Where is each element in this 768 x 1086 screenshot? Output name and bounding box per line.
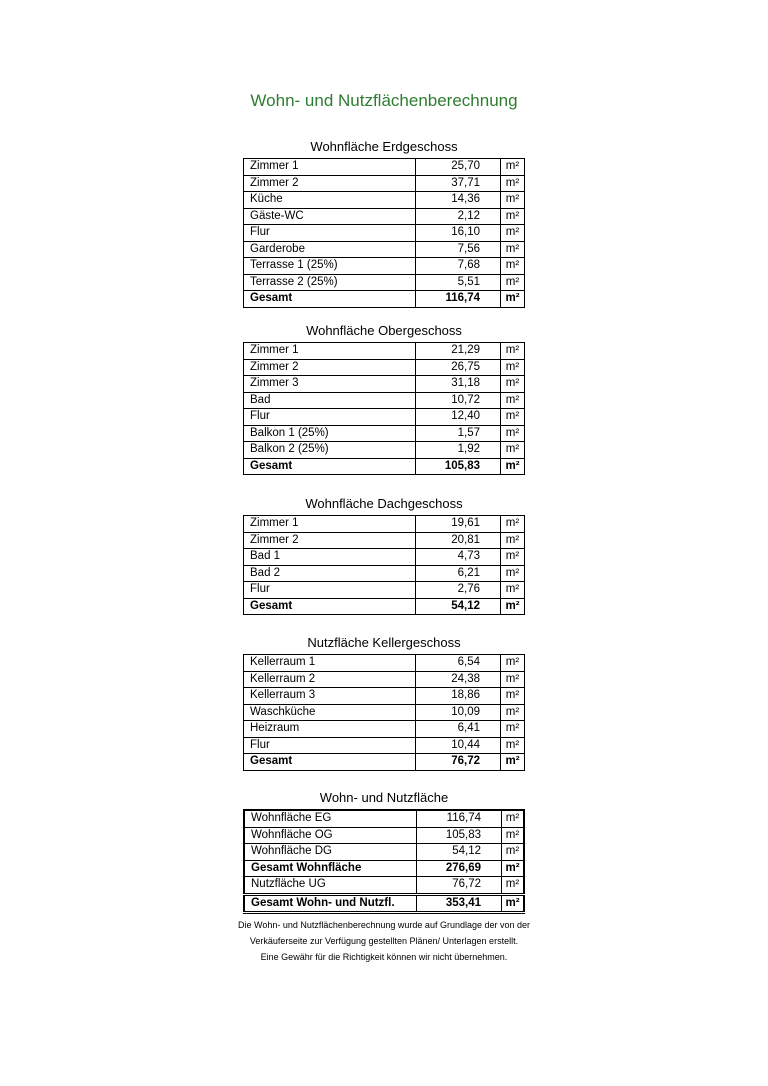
- unit-cell: m²: [501, 425, 525, 442]
- unit-cell: m²: [502, 877, 525, 895]
- table-row: [244, 827, 524, 844]
- room-name-cell: Wohnfläche OG: [244, 827, 417, 844]
- total-row: [244, 860, 524, 877]
- table-row: [244, 208, 525, 225]
- table-row: [244, 721, 525, 738]
- summary-table: [243, 809, 525, 914]
- unit-cell: m²: [501, 458, 525, 475]
- unit-cell: m²: [502, 894, 525, 913]
- total-row: [244, 458, 525, 475]
- room-name-cell: Zimmer 3: [244, 376, 416, 393]
- room-name-cell: Gesamt Wohn- und Nutzfl.: [244, 894, 417, 913]
- room-name-cell: Zimmer 1: [244, 343, 416, 360]
- room-name-cell: Gesamt Wohnfläche: [244, 860, 417, 877]
- room-name-cell: Zimmer 2: [244, 359, 416, 376]
- unit-cell: m²: [501, 343, 525, 360]
- section-heading: Wohnfläche Obergeschoss: [306, 323, 462, 338]
- unit-cell: m²: [501, 565, 525, 582]
- table-row: [244, 258, 525, 275]
- room-name-cell: Nutzfläche UG: [244, 877, 417, 895]
- area-value-cell: 105,83: [417, 827, 502, 844]
- unit-cell: m²: [501, 582, 525, 599]
- area-value-cell: 10,09: [416, 704, 501, 721]
- room-name-cell: Garderobe: [244, 241, 416, 258]
- area-value-cell: 2,76: [416, 582, 501, 599]
- unit-cell: m²: [501, 655, 525, 672]
- table-row: [244, 392, 525, 409]
- area-table: [243, 515, 525, 615]
- area-value-cell: 276,69: [417, 860, 502, 877]
- section-kellergeschoss: [243, 634, 525, 771]
- area-value-cell: 7,56: [416, 241, 501, 258]
- area-value-cell: 7,68: [416, 258, 501, 275]
- area-value-cell: 14,36: [416, 192, 501, 209]
- section-heading: Nutzfläche Kellergeschoss: [307, 635, 461, 650]
- room-name-cell: Bad 1: [244, 549, 416, 566]
- unit-cell: m²: [501, 442, 525, 459]
- unit-cell: m²: [501, 721, 525, 738]
- area-table: [243, 342, 525, 475]
- total-row: [244, 754, 525, 771]
- unit-cell: m²: [501, 598, 525, 615]
- area-value-cell: 20,81: [416, 532, 501, 549]
- area-table: [243, 158, 525, 308]
- area-value-cell: 116,74: [417, 810, 502, 827]
- table-row: [244, 159, 525, 176]
- footnote-line: Eine Gewähr für die Richtigkeit können wir nicht übernehmen.: [260, 952, 508, 962]
- total-row: [244, 894, 524, 913]
- area-value-cell: 25,70: [416, 159, 501, 176]
- unit-cell: m²: [501, 291, 525, 308]
- room-name-cell: Flur: [244, 582, 416, 599]
- room-name-cell: Balkon 2 (25%): [244, 442, 416, 459]
- room-name-cell: Wohnfläche EG: [244, 810, 417, 827]
- area-value-cell: 6,21: [416, 565, 501, 582]
- room-name-cell: Flur: [244, 737, 416, 754]
- unit-cell: m²: [502, 827, 525, 844]
- area-value-cell: 76,72: [417, 877, 502, 895]
- unit-cell: m²: [501, 409, 525, 426]
- area-value-cell: 353,41: [417, 894, 502, 913]
- page-title: Wohn- und Nutzflächenberechnung: [250, 91, 518, 110]
- room-name-cell: Heizraum: [244, 721, 416, 738]
- room-name-cell: Gäste-WC: [244, 208, 416, 225]
- unit-cell: m²: [501, 549, 525, 566]
- unit-cell: m²: [502, 810, 525, 827]
- area-value-cell: 5,51: [416, 274, 501, 291]
- table-row: [244, 343, 525, 360]
- area-value-cell: 26,75: [416, 359, 501, 376]
- footnote-line: Die Wohn- und Nutzflächenberechnung wurde auf Grundlage der von der: [237, 920, 531, 930]
- room-name-cell: Terrasse 1 (25%): [244, 258, 416, 275]
- area-value-cell: 1,92: [416, 442, 501, 459]
- area-value-cell: 116,74: [416, 291, 501, 308]
- room-name-cell: Terrasse 2 (25%): [244, 274, 416, 291]
- area-value-cell: 19,61: [416, 516, 501, 533]
- table-row: [244, 376, 525, 393]
- area-value-cell: 24,38: [416, 671, 501, 688]
- table-row: [244, 877, 524, 895]
- room-name-cell: Bad 2: [244, 565, 416, 582]
- room-name-cell: Gesamt: [244, 754, 416, 771]
- area-value-cell: 10,44: [416, 737, 501, 754]
- room-name-cell: Gesamt: [244, 291, 416, 308]
- table-row: [244, 225, 525, 242]
- area-value-cell: 37,71: [416, 175, 501, 192]
- unit-cell: m²: [501, 192, 525, 209]
- area-value-cell: 2,12: [416, 208, 501, 225]
- unit-cell: m²: [501, 159, 525, 176]
- area-value-cell: 76,72: [416, 754, 501, 771]
- table-row: [244, 442, 525, 459]
- unit-cell: m²: [501, 274, 525, 291]
- section-heading: Wohn- und Nutzfläche: [319, 790, 449, 805]
- unit-cell: m²: [502, 860, 525, 877]
- table-row: [244, 844, 524, 861]
- table-row: [244, 175, 525, 192]
- area-value-cell: 4,73: [416, 549, 501, 566]
- room-name-cell: Gesamt: [244, 598, 416, 615]
- unit-cell: m²: [501, 208, 525, 225]
- total-row: [244, 598, 525, 615]
- table-row: [244, 274, 525, 291]
- unit-cell: m²: [501, 532, 525, 549]
- area-value-cell: 54,12: [417, 844, 502, 861]
- room-name-cell: Wohnfläche DG: [244, 844, 417, 861]
- area-value-cell: 54,12: [416, 598, 501, 615]
- unit-cell: m²: [501, 516, 525, 533]
- area-value-cell: 10,72: [416, 392, 501, 409]
- room-name-cell: Küche: [244, 192, 416, 209]
- unit-cell: m²: [501, 241, 525, 258]
- table-row: [244, 671, 525, 688]
- room-name-cell: Kellerraum 3: [244, 688, 416, 705]
- section-dachgeschoss: [243, 495, 525, 615]
- table-row: [244, 532, 525, 549]
- room-name-cell: Flur: [244, 225, 416, 242]
- table-row: [244, 810, 524, 827]
- table-row: [244, 409, 525, 426]
- room-name-cell: Zimmer 1: [244, 159, 416, 176]
- unit-cell: m²: [501, 671, 525, 688]
- area-value-cell: 105,83: [416, 458, 501, 475]
- area-value-cell: 6,54: [416, 655, 501, 672]
- table-row: [244, 516, 525, 533]
- section-summary: [243, 789, 525, 914]
- table-row: [244, 565, 525, 582]
- area-value-cell: 12,40: [416, 409, 501, 426]
- unit-cell: m²: [501, 258, 525, 275]
- unit-cell: m²: [501, 754, 525, 771]
- section-heading: Wohnfläche Dachgeschoss: [305, 496, 463, 511]
- room-name-cell: Waschküche: [244, 704, 416, 721]
- table-row: [244, 582, 525, 599]
- room-name-cell: Balkon 1 (25%): [244, 425, 416, 442]
- unit-cell: m²: [502, 844, 525, 861]
- total-row: [244, 291, 525, 308]
- table-row: [244, 549, 525, 566]
- table-row: [244, 359, 525, 376]
- unit-cell: m²: [501, 688, 525, 705]
- unit-cell: m²: [501, 376, 525, 393]
- area-value-cell: 6,41: [416, 721, 501, 738]
- room-name-cell: Bad: [244, 392, 416, 409]
- table-row: [244, 655, 525, 672]
- unit-cell: m²: [501, 737, 525, 754]
- table-row: [244, 704, 525, 721]
- section-heading: Wohnfläche Erdgeschoss: [310, 139, 458, 154]
- disclaimer-footnote: [0, 917, 768, 965]
- unit-cell: m²: [501, 225, 525, 242]
- unit-cell: m²: [501, 359, 525, 376]
- unit-cell: m²: [501, 704, 525, 721]
- area-table: [243, 654, 525, 771]
- room-name-cell: Kellerraum 2: [244, 671, 416, 688]
- room-name-cell: Zimmer 2: [244, 175, 416, 192]
- table-row: [244, 688, 525, 705]
- section-obergeschoss: [243, 322, 525, 475]
- unit-cell: m²: [501, 392, 525, 409]
- room-name-cell: Zimmer 1: [244, 516, 416, 533]
- room-name-cell: Flur: [244, 409, 416, 426]
- area-value-cell: 16,10: [416, 225, 501, 242]
- room-name-cell: Gesamt: [244, 458, 416, 475]
- table-row: [244, 425, 525, 442]
- area-value-cell: 18,86: [416, 688, 501, 705]
- area-value-cell: 21,29: [416, 343, 501, 360]
- section-erdgeschoss: [243, 138, 525, 308]
- unit-cell: m²: [501, 175, 525, 192]
- room-name-cell: Kellerraum 1: [244, 655, 416, 672]
- footnote-line: Verkäuferseite zur Verfügung gestellten Plänen/ Unterlagen erstellt.: [249, 936, 519, 946]
- table-row: [244, 192, 525, 209]
- table-row: [244, 737, 525, 754]
- area-value-cell: 31,18: [416, 376, 501, 393]
- area-value-cell: 1,57: [416, 425, 501, 442]
- room-name-cell: Zimmer 2: [244, 532, 416, 549]
- table-row: [244, 241, 525, 258]
